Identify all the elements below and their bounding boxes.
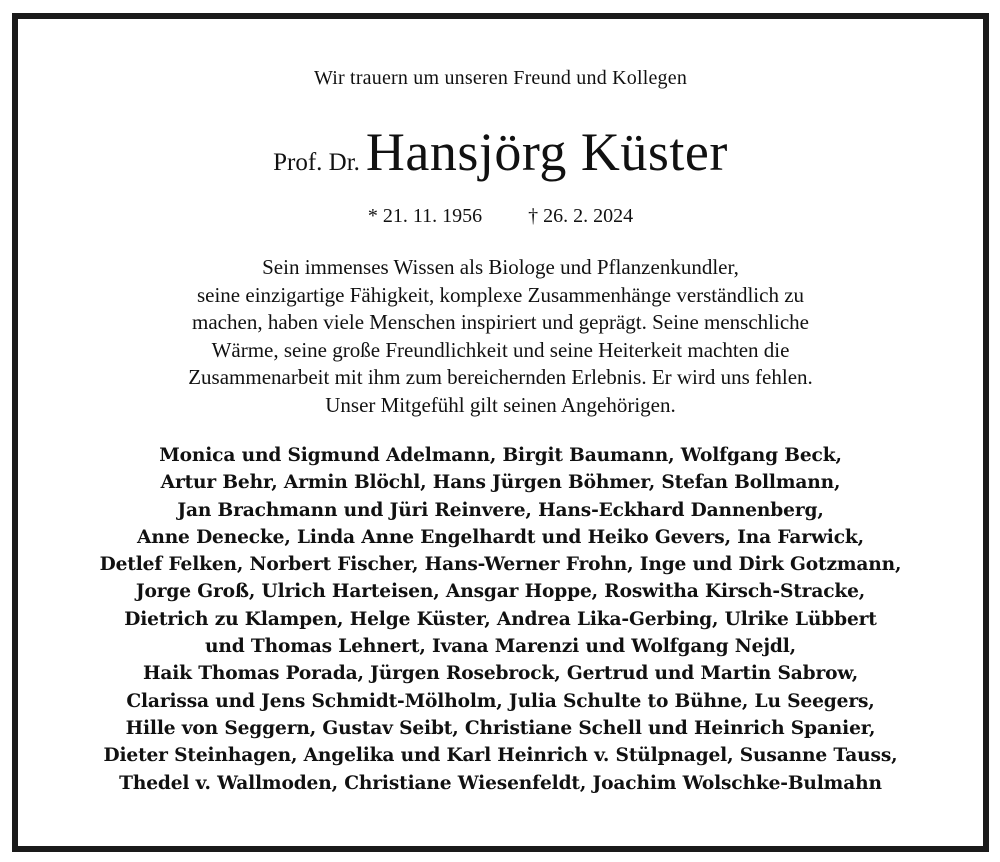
tribute-line: Wärme, seine große Freundlichkeit und seine Heiterkeit machten die [211, 337, 790, 362]
intro-line: Wir trauern um unseren Freund und Kollegen [313, 67, 688, 89]
signatory-line: Jan Brachmann und Jüri Reinvere, Hans-Eckhard Dannenberg, [177, 499, 824, 521]
tribute-line: Zusammenarbeit mit ihm zum bereichernden Erlebnis. Er wird uns fehlen. [188, 365, 813, 389]
signatory-line: Dietrich zu Klampen, Helge Küster, Andrea Lika-Gerbing, Ulrike Lübbert [124, 608, 877, 630]
tribute-line: Sein immenses Wissen als Biologe und Pflanzenkundler, [262, 255, 739, 279]
signatory-line: Jorge Groß, Ulrich Harteisen, Ansgar Hoppe, Roswitha Kirsch-Stracke, [135, 581, 866, 603]
deceased-name: Hansjörg Küster [365, 122, 728, 182]
tribute-line: machen, haben viele Menschen inspiriert und geprägt. Seine menschliche [192, 310, 809, 334]
signatory-line: Haik Thomas Porada, Jürgen Rosebrock, Gertrud und Martin Sabrow, [142, 663, 859, 685]
signatory-line: Artur Behr, Armin Blöchl, Hans Jürgen Böhmer, Stefan Bollmann, [160, 472, 841, 494]
signatory-line: Anne Denecke, Linda Anne Engelhardt und Heiko Gevers, Ina Farwick, [137, 526, 864, 548]
life-dates [18, 205, 983, 228]
signatory-line: Thedel v. Wallmoden, Christiane Wiesenfeldt, Joachim Wolschke-Bulmahn [119, 772, 882, 794]
birth-date: * 21. 11. 1956 [367, 205, 483, 227]
death-date: † 26. 2. 2024 [528, 205, 634, 227]
deceased-name-line [18, 121, 983, 183]
tribute-text [18, 254, 983, 419]
tribute-line: Unser Mitgefühl gilt seinen Angehörigen. [325, 392, 676, 417]
signatory-line: Dieter Steinhagen, Angelika und Karl Heinrich v. Stülpnagel, Susanne Tauss, [103, 745, 898, 767]
signatory-line: und Thomas Lehnert, Ivana Marenzi und Wolfgang Nejdl, [204, 636, 797, 658]
signatory-line: Hille von Seggern, Gustav Seibt, Christiane Schell und Heinrich Spanier, [125, 717, 876, 739]
academic-title: Prof. Dr. [273, 149, 360, 176]
signatory-line: Monica und Sigmund Adelmann, Birgit Baumann, Wolfgang Beck, [159, 445, 842, 466]
obituary-frame [12, 13, 989, 852]
tribute-line: seine einzigartige Fähigkeit, komplexe Zusammenhänge verständlich zu [196, 282, 805, 307]
signatory-line: Detlef Felken, Norbert Fischer, Hans-Werner Frohn, Inge und Dirk Gotzmann, [99, 554, 902, 576]
signatory-line: Clarissa und Jens Schmidt-Mölholm, Julia Schulte to Bühne, Lu Seegers, [126, 690, 875, 712]
obituary-content [18, 19, 983, 846]
signatory-list [18, 442, 983, 797]
